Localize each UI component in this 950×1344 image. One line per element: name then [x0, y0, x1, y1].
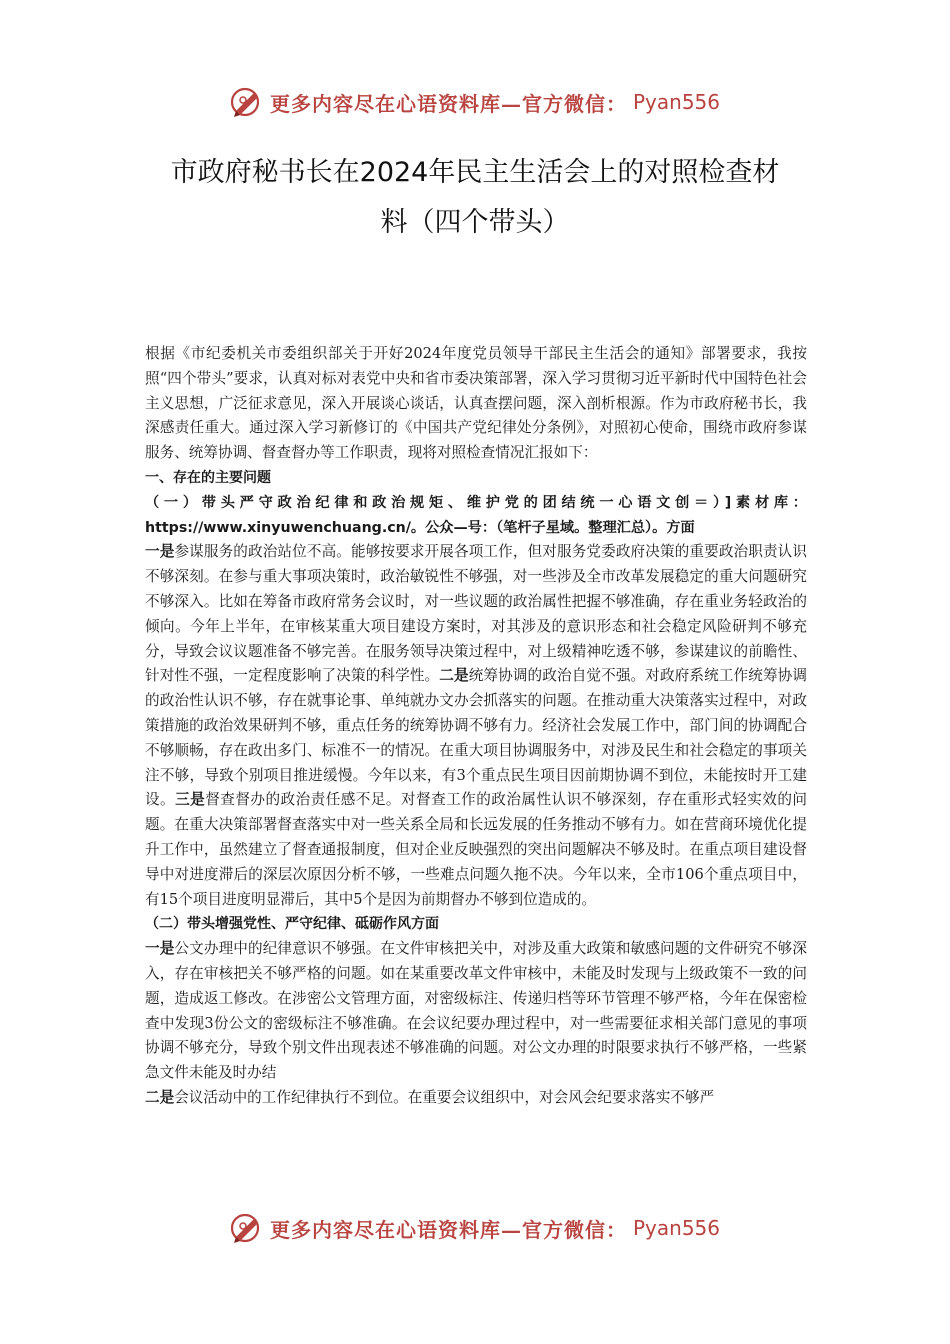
point-text: 统筹协调的政治自觉不强。对政府系统工作统筹协调的政治性认识不够，存在就事论事、单纯就办文办会抓落实的问题。在推动重大决策落实过程中，对政策措施的政治效果研判不够，重点任务的统筹协调不够有力。经济社会发展工作中，部门间的协调配合不够顺畅，存在政出多门、标准不一的情况。在重大项目协调服务中，对涉及民生和社会稳定的事项关注不够，导致个别项目推进缓慢。今年以来，有3个重点民生项目因前期协调不到位，未能按时开工建设。 — [145, 667, 807, 809]
title-line-2: 料（四个带头） — [380, 207, 570, 238]
intro-paragraph: 根据《市纪委机关市委组织部关于开好2024年度党员领导干部民主生活会的通知》部署要求，我按照“四个带头”要求，认真对标对表党中央和省市委决策部署，深入学习贯彻习近平新时代中国特色社会主义思想，广泛征求意见，深入开展谈心谈话，认真查摆问题，深入剖析根源。作为市政府秘书长，我深感责任重大。通过深入学习新修订的《中国共产党纪律处分条例》，对照初心使命，围绕市政府参谋服务、统筹协调、督查督办等工作职责，现将对照检查情况汇报如下： — [145, 345, 807, 462]
header-banner — [0, 82, 950, 122]
point-text: 督查督办的政治责任感不足。对督查工作的政治属性认识不够深刻，存在重形式轻实效的问题。在重大决策部署督查落实中对一些关系全局和长远发展的任务推动不够有力。如在营商环境优化提升工作中，虽然建立了督查通报制度，但对企业反映强烈的突出问题解决不够及时。在重点项目建设督导中对进度滞后的深层次原因分析不够，一些难点问题久拖不决。今年以来，全市106个重点项目中，有15个项目进度明显滞后，其中5个是因为前期督办不够到位造成的。 — [145, 791, 807, 908]
body-paragraph — [145, 540, 807, 912]
title-line-1: 市政府秘书长在2024年民主生活会上的对照检查材 — [170, 157, 780, 188]
point-text: 会议活动中的工作纪律执行不到位。在重要会议组织中，对会风会纪要求落实不够严 — [174, 1088, 715, 1106]
document-title — [130, 148, 820, 248]
point-lead: 三是 — [175, 791, 206, 809]
body-paragraph — [145, 937, 807, 1111]
pen-logo-icon — [230, 1211, 264, 1245]
point-lead: 二是 — [145, 1088, 175, 1106]
pen-logo-icon — [230, 85, 264, 119]
point-text: 参谋服务的政治站位不高。能够按要求开展各项工作，但对服务党委政府决策的重要政治职责认识不够深刻。在参与重大事项决策时，政治敏锐性不够强，对一些涉及全市改革发展稳定的重大问题研究不够深入。比如在筹备市政府常务会议时，对一些议题的政治属性把握不够准确，存在重业务轻政治的倾向。今年上半年，在审核某重大项目建设方案时，对其涉及的意识形态和社会稳定风险研判不够充分，导致会议议题准备不够完善。在服务领导决策过程中，对上级精神吃透不够，参谋建议的前瞻性、针对性不强，一定程度影响了决策的科学性。 — [145, 543, 807, 685]
section-heading: 一、存在的主要问题 — [145, 469, 271, 486]
document-body — [145, 342, 807, 1111]
banner-text: 更多内容尽在心语资料库—官方微信： — [269, 1217, 627, 1242]
footer-banner — [0, 1208, 950, 1248]
subsection-heading-2: （二）带头增强党性、严守纪律、砥砺作风方面 — [145, 916, 439, 933]
point-lead: 一是 — [145, 543, 175, 561]
banner-wechat-id: Pyan556 — [632, 90, 720, 114]
banner-text: 更多内容尽在心语资料库—官方微信： — [269, 91, 627, 116]
subsection-heading-1: （一）带头严守政治纪律和政治规矩、维护党的团结统一心语文创＝）]素材库：https://www.xinyuwenchuang.cn/。公众—号：（笔杆子星域。整理汇总）。方面 — [145, 494, 807, 536]
point-text: 公文办理中的纪律意识不够强。在文件审核把关中，对涉及重大政策和敏感问题的文件研究不够深入，存在审核把关不够严格的问题。如在某重要改革文件审核中，未能及时发现与上级政策不一致的问题，造成返工修改。在涉密公文管理方面，对密级标注、传递归档等环节管理不够严格，今年在保密检查中发现3份公文的密级标注不够准确。在会议纪要办理过程中，对一些需要征求相关部门意见的事项协调不够充分，导致个别文件出现表述不够准确的问题。对公文办理的时限要求执行不够严格，一些紧急文件未能及时办结 — [145, 940, 807, 1082]
banner-wechat-id: Pyan556 — [632, 1216, 720, 1240]
point-lead: 一是 — [145, 940, 175, 958]
point-lead: 二是 — [439, 667, 469, 685]
